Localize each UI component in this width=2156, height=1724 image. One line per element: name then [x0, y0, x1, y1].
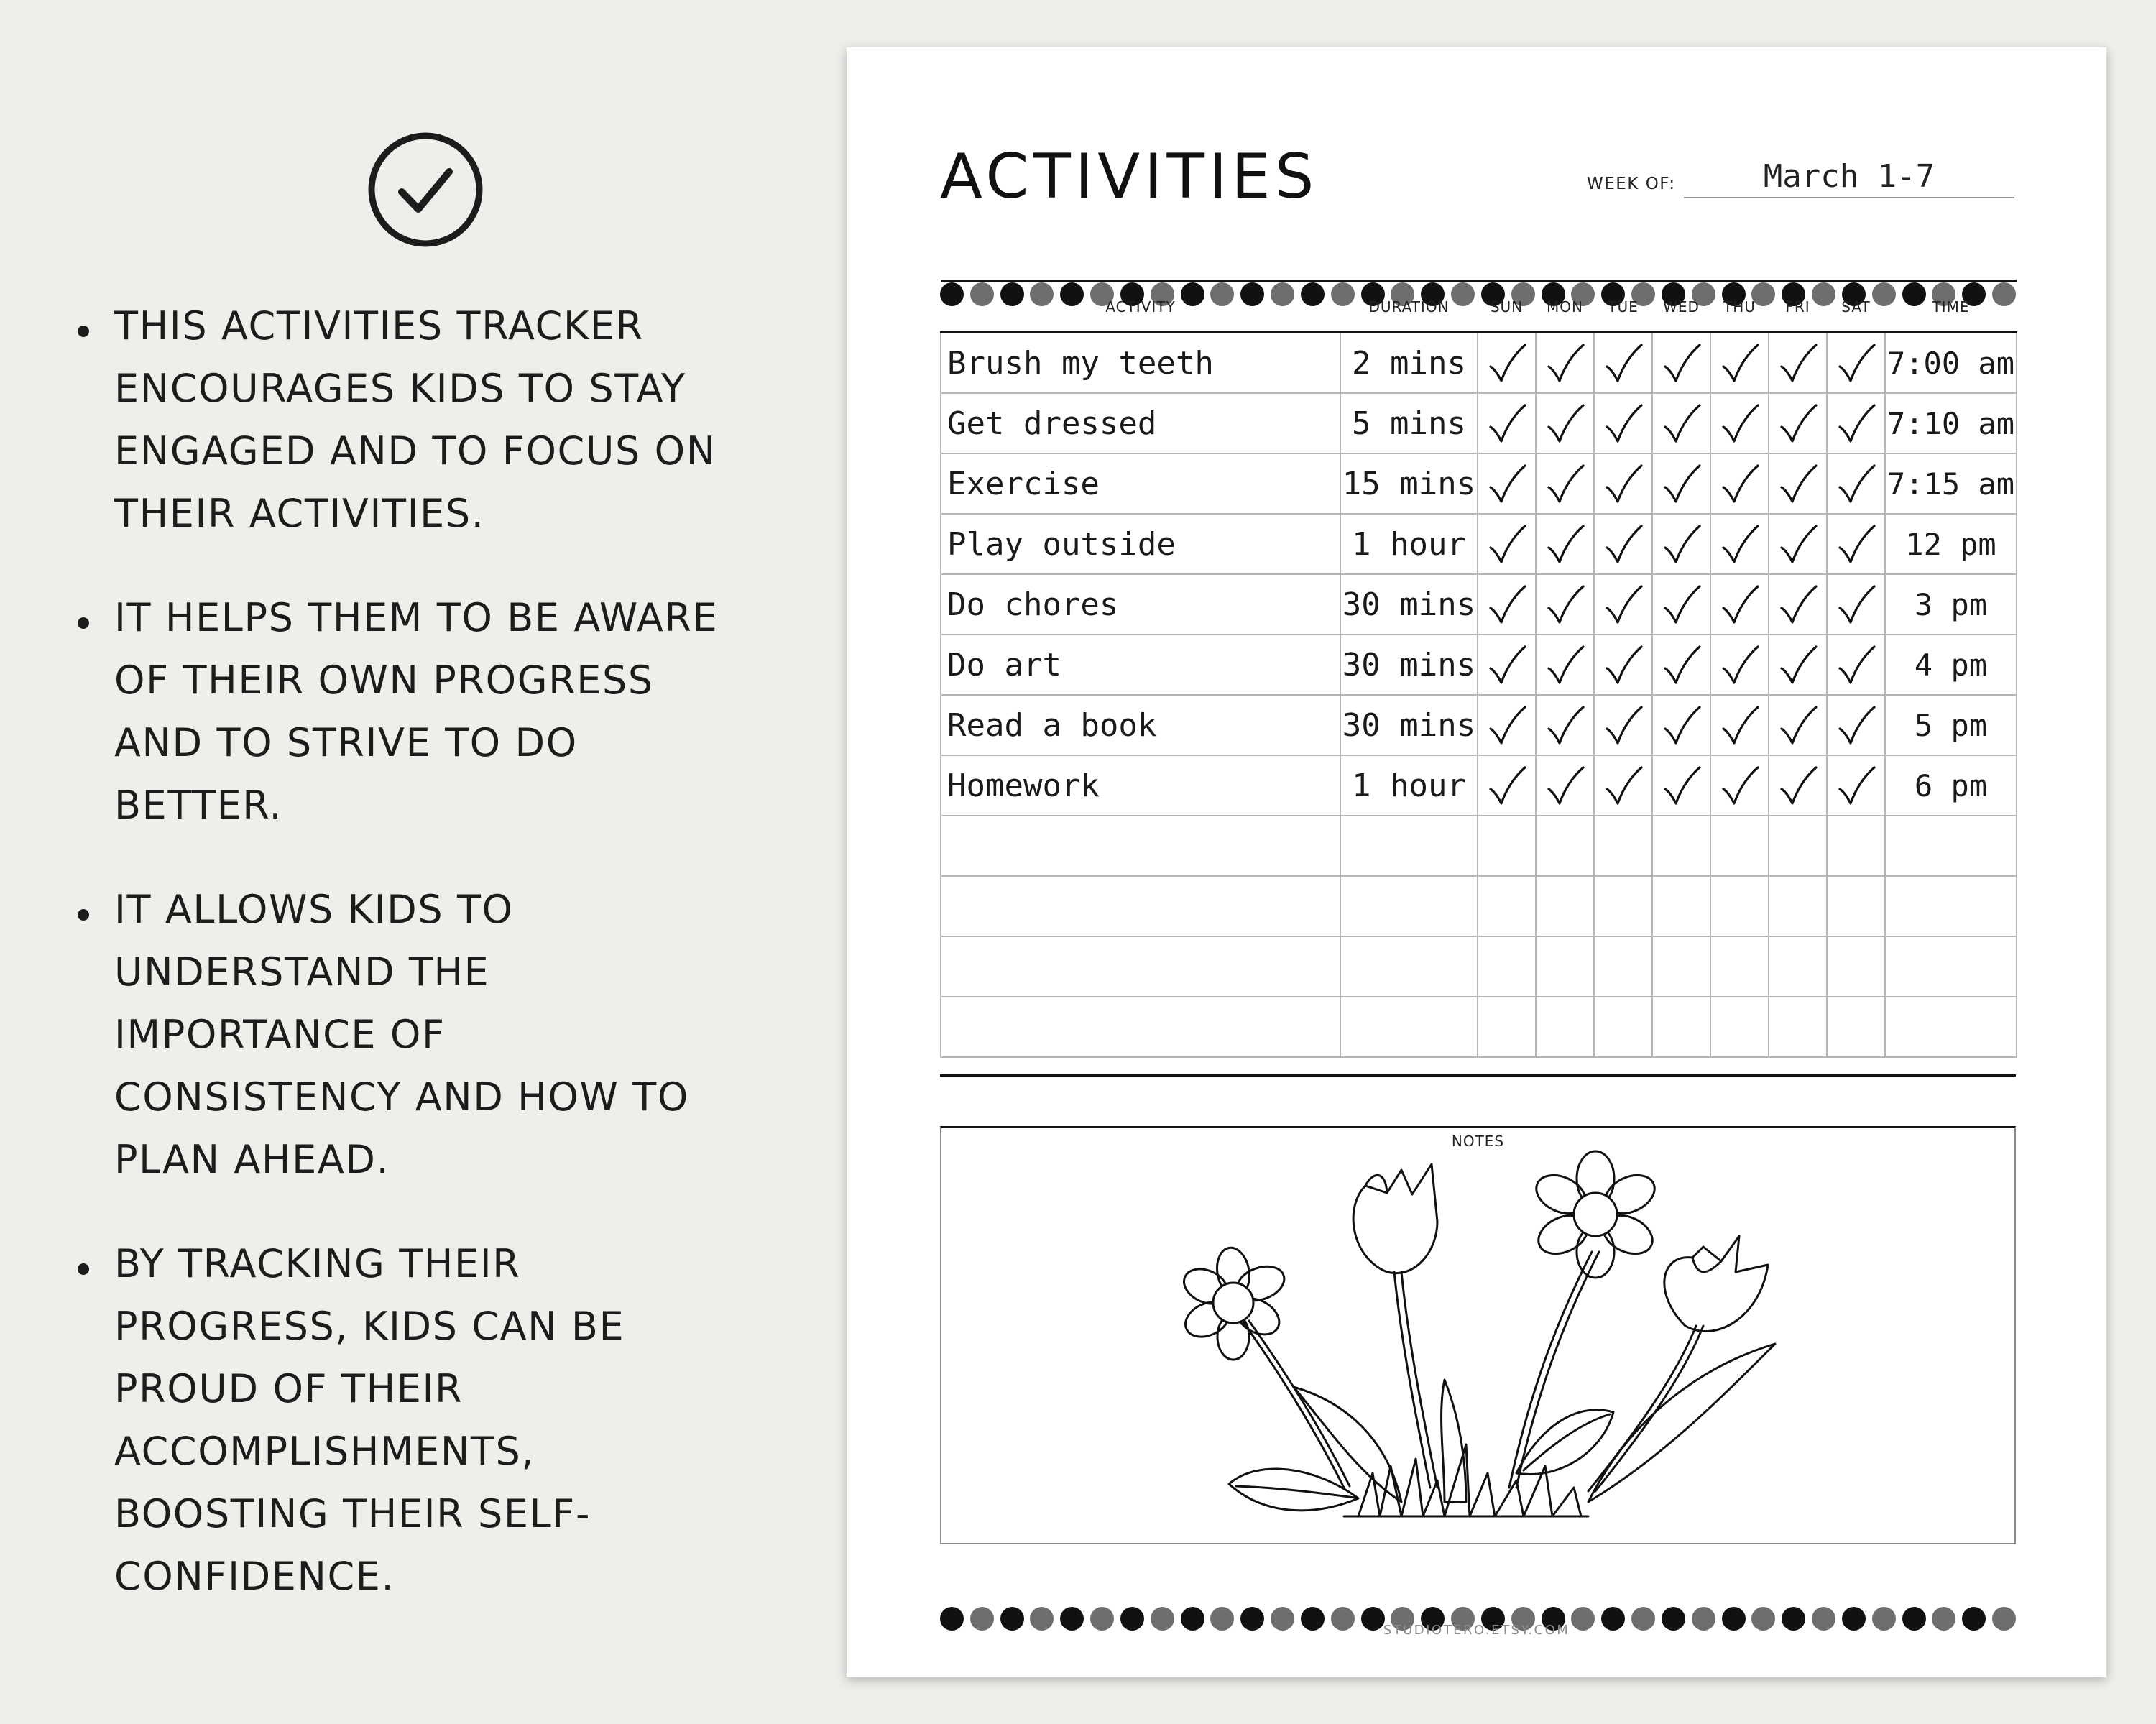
activity-cell[interactable] [941, 997, 1340, 1057]
day-check-cell[interactable] [1710, 333, 1769, 394]
duration-cell[interactable]: 2 mins [1340, 333, 1478, 394]
day-check-cell[interactable] [1769, 333, 1827, 394]
duration-cell[interactable]: 1 hour [1340, 755, 1478, 816]
checkmark-icon [1544, 341, 1586, 385]
day-check-cell[interactable] [1594, 816, 1652, 876]
checkmark-icon [1544, 401, 1586, 446]
day-check-cell[interactable] [1478, 876, 1536, 936]
day-check-cell[interactable] [1769, 876, 1827, 936]
day-check-cell[interactable] [1827, 997, 1885, 1057]
checkmark-icon [1719, 341, 1761, 385]
day-check-cell[interactable] [1769, 695, 1827, 755]
day-check-cell[interactable] [1652, 453, 1710, 514]
day-check-cell[interactable] [1478, 574, 1536, 635]
day-check-cell[interactable] [1827, 514, 1885, 574]
benefit-line: IT HELPS THEM TO BE AWARE [114, 595, 719, 640]
table-row [941, 755, 2017, 816]
checkmark-icon [1661, 703, 1703, 747]
table-row [941, 997, 2017, 1057]
column-header: SUN [1478, 281, 1536, 333]
day-check-cell[interactable] [1594, 453, 1652, 514]
day-check-cell[interactable] [1769, 574, 1827, 635]
checkmark-icon [1719, 642, 1761, 687]
day-check-cell[interactable] [1769, 755, 1827, 816]
table-row [941, 876, 2017, 936]
duration-cell[interactable]: 30 mins [1340, 574, 1478, 635]
table-row [941, 514, 2017, 574]
checkmark-icon [1835, 763, 1877, 808]
benefit-line: IT ALLOWS KIDS TO [114, 887, 514, 932]
day-check-cell[interactable] [1536, 635, 1594, 695]
day-check-cell[interactable] [1769, 514, 1827, 574]
benefit-item [72, 586, 834, 836]
benefit-line: THIS ACTIVITIES TRACKER [114, 303, 644, 349]
column-header: WED [1652, 281, 1710, 333]
day-check-cell[interactable] [1652, 695, 1710, 755]
checkmark-icon [1661, 461, 1703, 506]
day-check-cell[interactable] [1536, 997, 1594, 1057]
day-check-cell[interactable] [1478, 453, 1536, 514]
day-check-cell[interactable] [1710, 876, 1769, 936]
benefit-line: BOOSTING THEIR SELF- [114, 1491, 591, 1536]
time-cell[interactable]: 12 pm [1885, 514, 2017, 574]
checkmark-icon [1661, 763, 1703, 808]
day-check-cell[interactable] [1652, 997, 1710, 1057]
footer-credit: STUDIOTERO.ETSY.COM [1383, 1623, 1570, 1638]
table-row [941, 936, 2017, 997]
column-header: ACTIVITY [941, 281, 1340, 333]
day-check-cell[interactable] [1710, 816, 1769, 876]
day-check-cell[interactable] [1769, 936, 1827, 997]
checkmark-icon [1486, 522, 1528, 566]
day-check-cell[interactable] [1652, 936, 1710, 997]
day-check-cell[interactable] [1710, 453, 1769, 514]
benefit-line: CONFIDENCE. [114, 1554, 395, 1599]
day-check-cell[interactable] [1652, 755, 1710, 816]
day-check-cell[interactable] [1536, 453, 1594, 514]
day-check-cell[interactable] [1594, 514, 1652, 574]
check-circle-icon [367, 132, 484, 248]
duration-cell[interactable]: 1 hour [1340, 514, 1478, 574]
checkmark-icon [1835, 522, 1877, 566]
day-check-cell[interactable] [1478, 635, 1536, 695]
table-header [941, 281, 2017, 333]
activity-cell[interactable] [941, 936, 1340, 997]
checkmark-icon [1835, 341, 1877, 385]
checkmark-icon [1603, 703, 1644, 747]
activity-table [940, 280, 2017, 1058]
benefit-item [72, 878, 834, 1191]
day-check-cell[interactable] [1710, 755, 1769, 816]
day-check-cell[interactable] [1827, 393, 1885, 453]
day-check-cell[interactable] [1652, 635, 1710, 695]
benefit-line: PROGRESS, KIDS CAN BE [114, 1304, 625, 1349]
checkmark-icon [1661, 401, 1703, 446]
benefit-line: BY TRACKING THEIR [114, 1241, 521, 1286]
benefit-line: ENCOURAGES KIDS TO STAY [114, 366, 686, 411]
time-cell[interactable] [1885, 876, 2017, 936]
time-cell[interactable] [1885, 936, 2017, 997]
day-check-cell[interactable] [1769, 393, 1827, 453]
checkmark-icon [1603, 642, 1644, 687]
day-check-cell[interactable] [1710, 393, 1769, 453]
week-of-value: March 1-7 [1684, 157, 2014, 198]
duration-cell[interactable] [1340, 876, 1478, 936]
checkmark-icon [1719, 763, 1761, 808]
checkmark-icon [1486, 401, 1528, 446]
notes-label: NOTES [1451, 1133, 1505, 1150]
checkmark-icon [1777, 461, 1819, 506]
activity-cell[interactable]: Exercise [941, 453, 1340, 514]
day-check-cell[interactable] [1594, 393, 1652, 453]
checkmark-icon [1835, 642, 1877, 687]
checkmark-icon [1544, 582, 1586, 627]
day-check-cell[interactable] [1594, 936, 1652, 997]
day-check-cell[interactable] [1536, 876, 1594, 936]
checkmark-icon [1486, 642, 1528, 687]
table-row [941, 574, 2017, 635]
activity-cell[interactable]: Homework [941, 755, 1340, 816]
checkmark-icon [1777, 642, 1819, 687]
day-check-cell[interactable] [1594, 876, 1652, 936]
day-check-cell[interactable] [1536, 755, 1594, 816]
column-header: DURATION [1340, 281, 1478, 333]
checkmark-icon [1661, 642, 1703, 687]
activity-cell[interactable] [941, 876, 1340, 936]
checkmark-icon [1544, 642, 1586, 687]
time-cell[interactable]: 7:00 am [1885, 333, 2017, 394]
day-check-cell[interactable] [1594, 635, 1652, 695]
checkmark-icon [1661, 582, 1703, 627]
checkmark-icon [1544, 703, 1586, 747]
table-row [941, 635, 2017, 695]
checkmark-icon [1777, 341, 1819, 385]
day-check-cell[interactable] [1478, 936, 1536, 997]
checkmark-icon [1661, 522, 1703, 566]
benefit-line: IMPORTANCE OF [114, 1012, 446, 1057]
table-row [941, 393, 2017, 453]
time-cell[interactable]: 7:15 am [1885, 453, 2017, 514]
table-row [941, 453, 2017, 514]
checkmark-icon [1719, 522, 1761, 566]
checkmark-icon [1835, 401, 1877, 446]
benefit-item [72, 1232, 834, 1608]
day-check-cell[interactable] [1536, 936, 1594, 997]
duration-cell[interactable]: 15 mins [1340, 453, 1478, 514]
day-check-cell[interactable] [1536, 574, 1594, 635]
benefits-list [72, 295, 834, 1649]
day-check-cell[interactable] [1769, 635, 1827, 695]
day-check-cell[interactable] [1769, 816, 1827, 876]
day-check-cell[interactable] [1769, 997, 1827, 1057]
table-row [941, 816, 2017, 876]
benefit-line: THEIR ACTIVITIES. [114, 491, 485, 536]
checkmark-icon [1777, 582, 1819, 627]
day-check-cell[interactable] [1536, 393, 1594, 453]
day-check-cell[interactable] [1478, 997, 1536, 1057]
day-check-cell[interactable] [1827, 333, 1885, 394]
checkmark-icon [1603, 522, 1644, 566]
checkmark-icon [1486, 582, 1528, 627]
day-check-cell[interactable] [1594, 333, 1652, 394]
time-cell[interactable]: 7:10 am [1885, 393, 2017, 453]
activities-sheet [847, 47, 2106, 1677]
day-check-cell[interactable] [1710, 574, 1769, 635]
activity-cell[interactable]: Play outside [941, 514, 1340, 574]
day-check-cell[interactable] [1594, 997, 1652, 1057]
day-check-cell[interactable] [1827, 695, 1885, 755]
duration-cell[interactable]: 5 mins [1340, 393, 1478, 453]
column-header: MON [1536, 281, 1594, 333]
day-check-cell[interactable] [1827, 876, 1885, 936]
benefit-line: PLAN AHEAD. [114, 1137, 390, 1182]
benefit-line: ENGAGED AND TO FOCUS ON [114, 428, 717, 474]
day-check-cell[interactable] [1478, 755, 1536, 816]
day-check-cell[interactable] [1536, 333, 1594, 394]
checkmark-icon [1603, 582, 1644, 627]
checkmark-icon [1486, 461, 1528, 506]
day-check-cell[interactable] [1652, 574, 1710, 635]
checkmark-icon [1486, 763, 1528, 808]
checkmark-icon [1661, 341, 1703, 385]
day-check-cell[interactable] [1478, 816, 1536, 876]
benefit-line: AND TO STRIVE TO DO [114, 720, 578, 765]
checkmark-icon [1719, 703, 1761, 747]
checkmark-icon [1835, 703, 1877, 747]
checkmark-icon [1486, 341, 1528, 385]
checkmark-icon [1719, 582, 1761, 627]
day-check-cell[interactable] [1536, 514, 1594, 574]
day-check-cell[interactable] [1478, 695, 1536, 755]
day-check-cell[interactable] [1710, 997, 1769, 1057]
column-header: FRI [1769, 281, 1827, 333]
checkmark-icon [1777, 763, 1819, 808]
day-check-cell[interactable] [1769, 453, 1827, 514]
benefit-line: BETTER. [114, 783, 283, 828]
day-check-cell[interactable] [1594, 695, 1652, 755]
day-check-cell[interactable] [1594, 755, 1652, 816]
time-cell[interactable]: 5 pm [1885, 695, 2017, 755]
time-cell[interactable] [1885, 997, 2017, 1057]
time-cell[interactable]: 3 pm [1885, 574, 2017, 635]
activity-cell[interactable]: Do art [941, 635, 1340, 695]
page-title: ACTIVITIES [940, 141, 1319, 213]
benefit-line: OF THEIR OWN PROGRESS [114, 658, 654, 703]
day-check-cell[interactable] [1827, 635, 1885, 695]
week-of-label: WEEK OF: [1587, 175, 1676, 193]
checkmark-icon [1603, 461, 1644, 506]
activity-cell[interactable]: Do chores [941, 574, 1340, 635]
day-check-cell[interactable] [1478, 393, 1536, 453]
day-check-cell[interactable] [1478, 514, 1536, 574]
day-check-cell[interactable] [1827, 755, 1885, 816]
notes-area[interactable] [940, 1126, 2016, 1544]
day-check-cell[interactable] [1827, 936, 1885, 997]
time-cell[interactable]: 6 pm [1885, 755, 2017, 816]
day-check-cell[interactable] [1710, 936, 1769, 997]
day-check-cell[interactable] [1710, 514, 1769, 574]
checkmark-icon [1835, 461, 1877, 506]
checkmark-icon [1835, 582, 1877, 627]
day-check-cell[interactable] [1652, 333, 1710, 394]
duration-cell[interactable] [1340, 936, 1478, 997]
checkmark-icon [1603, 341, 1644, 385]
day-check-cell[interactable] [1652, 876, 1710, 936]
benefit-line: CONSISTENCY AND HOW TO [114, 1074, 689, 1120]
table-row [941, 695, 2017, 755]
checkmark-icon [1777, 522, 1819, 566]
checkmark-icon [1719, 401, 1761, 446]
day-check-cell[interactable] [1652, 393, 1710, 453]
checkmark-icon [1544, 763, 1586, 808]
checkmark-icon [1544, 522, 1586, 566]
table-row [941, 333, 2017, 394]
checkmark-icon [1777, 401, 1819, 446]
day-check-cell[interactable] [1827, 453, 1885, 514]
column-header: TIME [1885, 281, 2017, 333]
notes-divider [940, 1074, 2016, 1077]
activity-cell[interactable]: Get dressed [941, 393, 1340, 453]
benefit-line: PROUD OF THEIR [114, 1366, 464, 1411]
benefit-line: UNDERSTAND THE [114, 949, 490, 995]
checkmark-icon [1719, 461, 1761, 506]
flowers-illustration [941, 1128, 2014, 1543]
day-check-cell[interactable] [1827, 816, 1885, 876]
activity-cell[interactable]: Read a book [941, 695, 1340, 755]
checkmark-icon [1777, 703, 1819, 747]
day-check-cell[interactable] [1710, 635, 1769, 695]
column-header: THU [1710, 281, 1769, 333]
column-header: SAT [1827, 281, 1885, 333]
day-check-cell[interactable] [1536, 695, 1594, 755]
duration-cell[interactable] [1340, 997, 1478, 1057]
checkmark-icon [1603, 401, 1644, 446]
duration-cell[interactable] [1340, 816, 1478, 876]
day-check-cell[interactable] [1652, 816, 1710, 876]
activity-cell[interactable] [941, 816, 1340, 876]
activity-cell[interactable]: Brush my teeth [941, 333, 1340, 394]
column-header: TUE [1594, 281, 1652, 333]
time-cell[interactable]: 4 pm [1885, 635, 2017, 695]
day-check-cell[interactable] [1710, 695, 1769, 755]
checkmark-icon [1486, 703, 1528, 747]
duration-cell[interactable]: 30 mins [1340, 695, 1478, 755]
day-check-cell[interactable] [1594, 574, 1652, 635]
time-cell[interactable] [1885, 816, 2017, 876]
day-check-cell[interactable] [1652, 514, 1710, 574]
day-check-cell[interactable] [1478, 333, 1536, 394]
checkmark-icon [1544, 461, 1586, 506]
benefit-line: ACCOMPLISHMENTS, [114, 1429, 535, 1474]
benefit-item [72, 295, 834, 545]
checkmark-icon [1603, 763, 1644, 808]
day-check-cell[interactable] [1536, 816, 1594, 876]
day-check-cell[interactable] [1827, 574, 1885, 635]
duration-cell[interactable]: 30 mins [1340, 635, 1478, 695]
